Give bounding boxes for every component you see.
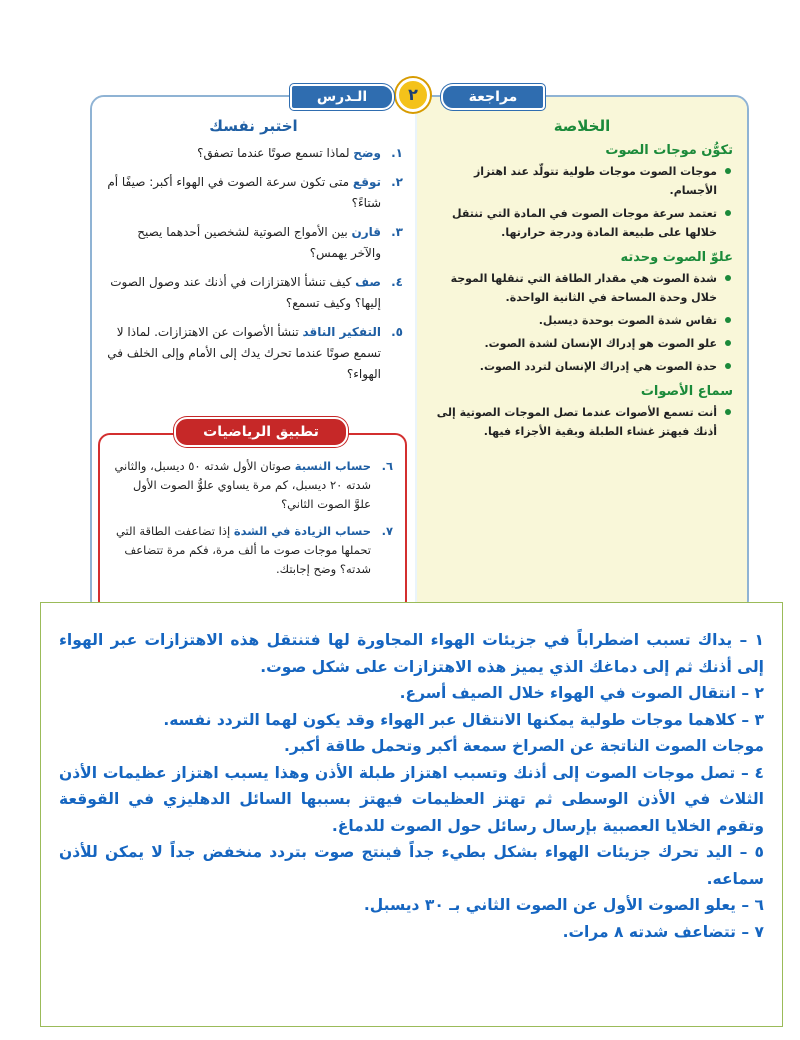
answer-line: ٥ – اليد تحرك جزيئات الهواء بشكل بطيء جداً فينتج صوت بتردد منخفض جداً لا يمكن للأذن سماعه. [59,843,764,888]
summary-item: تعتمد سرعة موجات الصوت في المادة التي تنتقل خلالها على طبيعة المادة ودرجة حرارتها. [427,204,733,242]
math-application-title: تطبيق الرياضيات [174,417,348,447]
bullet-icon [725,409,731,415]
summary-item: أنت تسمع الأصوات عندما تصل الموجات الصوتية إلى أذنك فيهتز غشاء الطبلة وبقية الأجزاء فيها. [427,403,733,441]
answer-line: ١ – يداك تسبب اضطراباً في جزيئات الهواء المجاورة لها فتنتقل هذه الاهتزازات عبر الهواء إلى أذنك ثم إلى دماغك الذي يميز هذه الاهتزازات على شكل صوت. [59,631,764,676]
bullet-icon [725,340,731,346]
bullet-icon [725,210,731,216]
summary-title: الخلاصة [553,117,611,135]
math-question-item: ٦. حساب النسبة صوتان الأول شدته ٥٠ ديسبل، والثاني شدته ٢٠ ديسبل، كم مرة يساوي علوُّ الصوت الأول علوَّ الصوت الثاني؟ [114,459,393,511]
lesson-number-badge: ٢ [396,78,430,112]
math-question-item: ٧. حساب الزيادة في الشدة إذا تضاعفت الطاقة التي تحملها موجات صوت ما ألف مرة، فكم مرة تتضاعف شدته؟ وضح إجابتك. [115,524,393,576]
answer-line: ٢ – انتقال الصوت في الهواء خلال الصيف أسرع. [399,684,764,702]
lesson-label: الـدرس [290,84,394,110]
answer-line: ٣ – كلاهما موجات طولية يمكنها الانتقال عبر الهواء وقد يكون لهما التردد نفسه. [163,710,764,729]
question-item: ٥. التفكير الناقد تنشأ الأصوات عن الاهتزازات. لماذا لا تسمع صوتًا عندما تحرك يدك إلى الأمام وإلى الخلف في الهواء؟ [107,325,403,381]
summary-item: حدة الصوت هي إدراك الإنسان لتردد الصوت. [427,357,733,376]
answer-line: موجات الصوت الناتجة عن الصراخ سمعة أكبر وتحمل طاقة أكبر. [284,737,764,755]
question-item: ٣. قارن بين الأمواج الصوتية لشخصين أحدهما يصيح والآخر يهمس؟ [137,225,403,260]
question-item: ٤. صف كيف تنشأ الاهتزازات في أذنك عند وصول الصوت إليها؟ وكيف تسمع؟ [110,275,403,310]
lesson-header [290,78,545,112]
summary-item: علو الصوت هو إدراك الإنسان لشدة الصوت. [427,334,733,353]
math-application-box [98,433,407,613]
bullet-icon [725,363,731,369]
answers-box [40,602,783,1027]
summary-heading: علوّ الصوت وحدته [620,250,733,265]
answer-line: ٤ – تصل موجات الصوت إلى أذنك وتسبب اهتزاز طبلة الأذن وهذا يسبب اهتزاز عظيمات الأذن الثلاث في الأذن الوسطى ثم تهتز العظيمات فيهتز بسببها السائل الدهليزي في القوقعة وتقوم الخلايا العصبية بإرسال رسائل حول الصوت للدماغ. [59,763,764,835]
test-yourself-column [92,97,415,612]
summary-list [417,269,747,376]
summary-item: موجات الصوت موجات طولية تتولّد عند اهتزاز الأجسام. [427,162,733,200]
answer-line: ٦ – يعلو الصوت الأول عن الصوت الثاني بـ ٣٠ ديسبل. [363,896,764,914]
summary-item: شدة الصوت هي مقدار الطاقة التي تنقلها الموجة خلال وحدة المساحة في الثانية الواحدة. [427,269,733,307]
review-label: مراجعة [441,84,545,110]
bullet-icon [725,168,731,174]
test-yourself-title: اختبر نفسك [209,117,298,135]
bullet-icon [725,317,731,323]
question-list [92,143,415,385]
question-item: ١. وضح لماذا تسمع صوتًا عندما تصفق؟ [197,146,403,160]
summary-heading: سماع الأصوات [640,384,733,399]
bullet-icon [725,275,731,281]
answer-line: ٧ – تتضاعف شدته ٨ مرات. [562,922,764,941]
summary-column [417,97,747,612]
math-question-list [100,457,405,579]
summary-list [417,403,747,441]
summary-list [417,162,747,242]
summary-item: تقاس شدة الصوت بوحدة ديسبل. [427,311,733,330]
lesson-review-panel [90,95,749,614]
question-item: ٢. توقع متى تكون سرعة الصوت في الهواء أكبر: صيفًا أم شتاءً؟ [107,175,403,210]
summary-heading: تكوُّن موجات الصوت [605,143,733,158]
